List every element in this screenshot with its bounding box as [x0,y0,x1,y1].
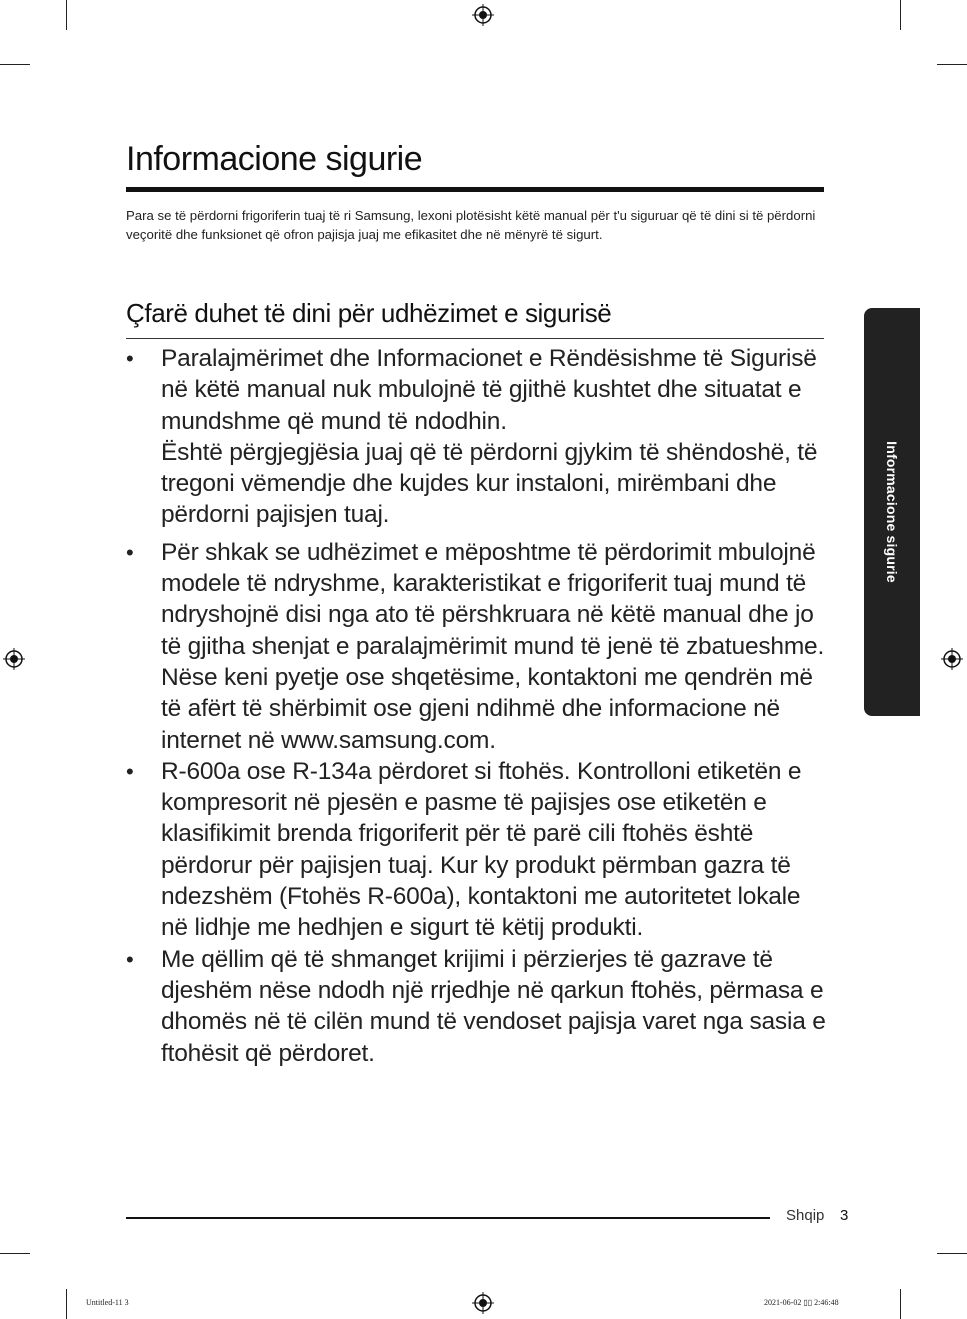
registration-mark-icon [3,648,25,670]
list-item [126,537,826,756]
section-divider [126,338,824,339]
crop-mark [937,64,967,65]
crop-mark [0,64,30,65]
title-divider [126,187,824,192]
intro-paragraph: Para se të përdorni frigoriferin tuaj të ri Samsung, lexoni plotësisht këtë manual për t'u siguruar që të dini si të përdorni veçoritë dhe funksionet që ofron pajisja juaj me efikasitet dhe në mënyrë të sigurt. [126,208,816,242]
footer-language: Shqip [786,1207,825,1224]
bullet-icon: • [126,346,134,371]
crop-mark [66,1289,67,1319]
page-title: Informacione sigurie [126,140,423,178]
chapter-tab-label-wrap [864,308,920,716]
print-slug-left: Untitled-11 3 [86,1298,129,1307]
print-slug-right: 2021-06-02 ▯▯ 2:46:48 [764,1298,839,1307]
list-item [126,343,826,531]
crop-mark [937,1253,967,1254]
bullet-icon: • [126,758,134,784]
bullet-paragraph: Me qëllim që të shmanget krijimi i përzierjes të gazrave të djeshëm nëse ndodh një rrjedhje në qarkun ftohës, përmasa e dhomës në të cilën mund të vendoset pajisja varet nga sasia e ftohësit që përdoret. [161,945,826,1067]
section-title: Çfarë duhet të dini për udhëzimet e sigurisë [126,298,612,328]
bullet-paragraph: R-600a ose R-134a përdoret si ftohës. Kontrolloni etiketën e kompresorit në pjesën e pasme të pajisjes ose etiketën e klasifikimit brenda frigoriferit për të parë cili ftohës është përdorur për pajisjen tuaj. Kur ky produkt përmban gazra të ndezshëm (Ftohës R-600a), kontaktoni me autoritetet lokale në lidhje me hedhjen e sigurt të këtij produkti. [161,757,802,942]
safety-bullet-list [126,343,826,1069]
bullet-paragraph: Për shkak se udhëzimet e mëposhtme të përdorimit mbulojnë modele të ndryshme, karakteristikat e frigoriferit tuaj mund të ndryshojnë disi nga ato të përshkruara në këtë manual dhe jo të gjitha shenjat e paralajmërimit mund të jenë të zbatueshme. Nëse keni pyetje ose shqetësime, kontaktoni me qendrën më të afërt të shërbimit ose gjeni ndihmë dhe informacione në internet në www.samsung.com. [161,538,825,754]
bullet-icon: • [126,539,134,565]
registration-mark-icon [941,648,963,670]
page-number: 3 [840,1207,849,1224]
list-item [126,944,826,1069]
bullet-icon: • [126,946,134,972]
crop-mark [900,1289,901,1319]
registration-mark-icon [472,4,494,26]
crop-mark [0,1253,30,1254]
crop-mark [66,0,67,30]
chapter-tab-label: Informacione sigurie [884,441,901,583]
bullet-paragraph: Paralajmërimet dhe Informacionet e Rëndësishme të Sigurisë në këtë manual nuk mbulojnë të gjithë kushtet dhe situatat e mundshme që mund të ndodhin. [161,345,817,435]
list-item [126,756,826,944]
bullet-paragraph: Është përgjegjësia juaj që të përdorni gjykim të shëndoshë, të tregoni vëmendje dhe kujdes kur instaloni, mirëmbani dhe përdorni pajisjen tuaj. [161,438,818,529]
registration-mark-icon [472,1292,494,1314]
footer-divider [126,1217,770,1219]
crop-mark [900,0,901,30]
